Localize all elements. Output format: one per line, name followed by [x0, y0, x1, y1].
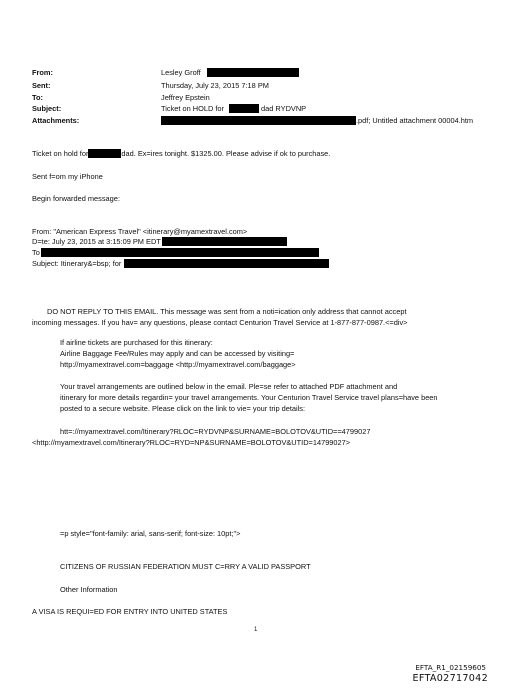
- style-line: =p style="font-family: arial, sans-serif; font-size: 10pt;">: [60, 529, 241, 538]
- body-p3-line2: itinerary for more details regardin= your travel arrangements. Your Centurion Travel Service travel plans=have been: [60, 393, 438, 402]
- body-p2-line3: http://myamextravel.com=baggage <http://myamextravel.com/baggage>: [60, 360, 296, 369]
- itinerary-url-1: htt=://myamextravel.com/Itinerary?RLOC=RYDVNP&SURNAME=BOLOTOV&UTID==4799027: [60, 427, 371, 436]
- bates-number-large: EFTA02717042: [412, 673, 488, 684]
- page-number: 1: [254, 627, 258, 633]
- message-line-1-prefix: Ticket on hold for: [32, 149, 89, 158]
- forwarded-subject-text: Subject: Itinerary&=bsp; for: [32, 259, 122, 268]
- attachments-label: Attachments:: [32, 116, 80, 125]
- itinerary-url-2: <http://myamextravel.com/Itinerary?RLOC=RYD=NP&SURNAME=BOLOTOV&UTID=14799027>: [32, 438, 351, 447]
- subject-suffix: dad RYDVNP: [261, 104, 307, 113]
- begin-forwarded-line: Begin forwarded message:: [32, 194, 120, 203]
- subject-label: Subject:: [32, 104, 62, 113]
- body-p1-line2: incoming messages. If you hav= any questions, please contact Centurion Travel Service at 1-877-877-0987.<=div>: [32, 318, 408, 327]
- sent-from-line: Sent f=om my iPhone: [32, 172, 103, 181]
- subject-prefix: Ticket on HOLD for: [161, 104, 224, 113]
- subject-value: [161, 104, 306, 113]
- to-value: Jeffrey Epstein: [161, 93, 210, 102]
- redaction-box: [161, 116, 356, 125]
- from-label: From:: [32, 68, 53, 77]
- forwarded-subject: [32, 259, 329, 268]
- message-line-1: [32, 149, 330, 158]
- sent-label: Sent:: [32, 81, 51, 90]
- attachments-value: [161, 116, 473, 125]
- citizens-notice: CITIZENS OF RUSSIAN FEDERATION MUST C=RRY A VALID PASSPORT: [60, 562, 311, 571]
- body-p3-line3: posted to a secure website. Please click on the link to vie= your trip details:: [60, 404, 306, 413]
- body-p2-line2: Airline Baggage Fee/Rules may apply and can be accessed by visiting=: [60, 349, 295, 358]
- redaction-box: [229, 104, 259, 113]
- message-line-1-suffix: dad. Ex=ires tonight. $1325.00. Please advise if ok to purchase.: [121, 149, 331, 158]
- body-p3-line1: Your travel arrangements are outlined below in the email. Ple=se refer to attached PDF attachment and: [60, 382, 398, 391]
- from-value: [161, 68, 299, 77]
- bates-number-small: EFTA_R1_02159605: [415, 663, 486, 672]
- body-p1-line1: DO NOT REPLY TO THIS EMAIL. This message was sent from a noti=ication only address that cannot accept: [47, 307, 407, 316]
- redaction-box: [207, 68, 299, 77]
- redaction-box: [88, 149, 121, 158]
- other-information: Other Information: [60, 585, 118, 594]
- redaction-box: [162, 237, 287, 246]
- redaction-box: [124, 259, 329, 268]
- attachments-suffix: .pdf; Untitled attachment 00004.htm: [356, 116, 474, 125]
- sent-value: Thursday, July 23, 2015 7:18 PM: [161, 81, 269, 90]
- to-label: To:: [32, 93, 43, 102]
- from-name: Lesley Groff: [161, 68, 201, 77]
- forwarded-to: [32, 248, 319, 257]
- body-p2-line1: If airline tickets are purchased for this itinerary:: [60, 338, 213, 347]
- forwarded-to-label: To: [32, 248, 40, 257]
- forwarded-date: [32, 237, 287, 246]
- redaction-box: [41, 248, 319, 257]
- forwarded-date-text: D=te: July 23, 2015 at 3:15:09 PM EDT: [32, 237, 161, 246]
- forwarded-from: From: "American Express Travel" <itinerary@myamextravel.com>: [32, 227, 248, 236]
- visa-notice: A VISA IS REQUI=ED FOR ENTRY INTO UNITED STATES: [32, 607, 228, 616]
